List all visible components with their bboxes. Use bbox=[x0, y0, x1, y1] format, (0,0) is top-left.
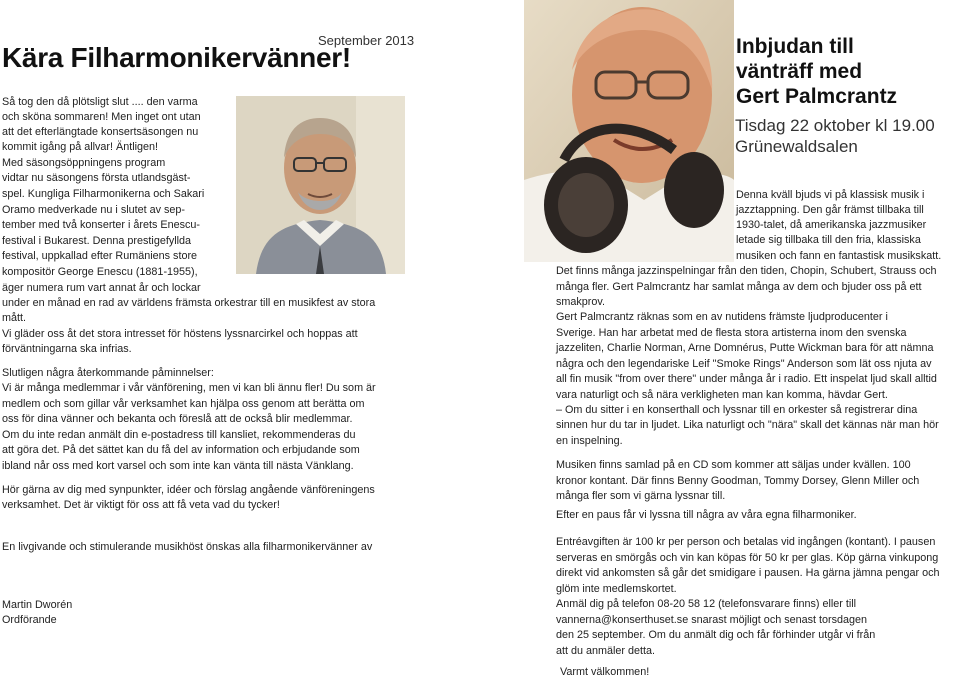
invitation-title-line-1: Inbjudan till bbox=[736, 35, 854, 58]
letter-line: medlem och som gillar vår verksamhet kan hjälpa oss genom att berätta om bbox=[2, 398, 365, 410]
letter-line: mått. bbox=[2, 312, 26, 324]
letter-line: festival i Bukarest. Denna prestigefyllda bbox=[2, 235, 192, 247]
event-venue: Grünewaldsalen bbox=[735, 137, 858, 156]
invitation-line: jazzeliten, Charlie Norman, Arne Domnérus, Putte Wickman bara för att nämna bbox=[556, 342, 934, 354]
invitation-line: serveras en smörgås och vin kan köpas för 50 kr per glas. Köp gärna vinkupong bbox=[556, 552, 939, 564]
invitation-line: glöm inte medlemskortet. bbox=[556, 583, 677, 595]
letter-line: Hör gärna av dig med synpunkter, idéer och förslag angående vänföreningens bbox=[2, 484, 375, 496]
letter-line: tember med två konserter i årets Enescu- bbox=[2, 219, 201, 231]
letter-line: Vi gläder oss åt det stora intresset för höstens lyssnarcirkel och hoppas att bbox=[2, 328, 358, 340]
letter-line: under en månad en rad av världens främsta orkestrar till en musikfest av stora bbox=[2, 297, 376, 309]
letter-line: Om du inte redan anmält din e-postadress till kansliet, rekommenderas du bbox=[2, 429, 356, 441]
letter-line: att det efterlängtade konsertsäsongen nu bbox=[2, 126, 199, 138]
invitation-title bbox=[736, 34, 897, 109]
invitation-line: vara naturligt och så nära verkligheten man kan komma, hävdar Gert. bbox=[556, 389, 888, 401]
invitation-line: vannerna@konserthuset.se snarast möjligt och senast torsdagen bbox=[556, 614, 868, 626]
invitation-line: Gert Palmcrantz räknas som en av nutidens främste ljudproducenter i bbox=[556, 311, 888, 323]
letter-line: Med säsongsöppningens program bbox=[2, 157, 166, 169]
letter-line: kommit igång på allvar! Äntligen! bbox=[2, 141, 159, 153]
invitation-line: Musiken finns samlad på en CD som kommer att säljas under kvällen. 100 bbox=[556, 459, 911, 471]
chairman-portrait-image bbox=[236, 96, 405, 274]
letter-line: och sköna sommaren! Men inget ont utan bbox=[2, 111, 201, 123]
letter-line: festival, uppkallad efter Rumäniens store bbox=[2, 250, 198, 262]
letter-line: Vi är många medlemmar i vår vänförening, men vi kan bli ännu fler! Du som är bbox=[2, 382, 376, 394]
invitation-title-line-2: vänträff med bbox=[736, 60, 863, 83]
letter-line: spel. Kungliga Filharmonikerna och Sakari bbox=[2, 188, 205, 200]
invitation-line: jazztappning. Den går främst tillbaka till bbox=[736, 204, 924, 216]
invitation-line: kronor kontant. Där finns Benny Goodman, Tommy Dorsey, Glenn Miller och bbox=[556, 475, 920, 487]
letter-line: Oramo medverkade nu i slutet av sep- bbox=[2, 204, 186, 216]
page-title: Kära Filharmonikervänner! bbox=[2, 42, 351, 73]
chairman-photo bbox=[236, 96, 405, 274]
invitation-title-line-3: Gert Palmcrantz bbox=[736, 85, 898, 108]
invitation-line: Varmt välkommen! bbox=[560, 666, 650, 678]
invitation-line: musiken och fann en fantastisk musikskatt. bbox=[736, 250, 942, 262]
invitation-line: 1930-talet, då amerikanska jazzmusiker bbox=[736, 219, 927, 231]
invitation-line: sinnen hur du tar in ljudet. Lika naturligt och "nära" skall det kännas när man hör bbox=[556, 419, 939, 431]
event-date: Tisdag 22 oktober kl 19.00 bbox=[735, 116, 935, 135]
invitation-line: Anmäl dig på telefon 08-20 58 12 (telefonsvarare finns) eller till bbox=[556, 598, 857, 610]
letter-line: oss för dina vänner och bekanta och föreslå att de också blir medlemmar. bbox=[2, 413, 353, 425]
letter-line: äger numera rum vart annat år och lockar bbox=[2, 282, 201, 294]
invitation-line: Efter en paus får vi lyssna till några av våra egna filharmoniker. bbox=[556, 509, 857, 521]
letter-line: Martin Dworén bbox=[2, 599, 73, 611]
letter-line: ibland når oss med kort varsel och som inte kan vänta till nästa Vänklang. bbox=[2, 460, 354, 472]
invitation-line: att du anmäler detta. bbox=[556, 645, 656, 657]
letter-line: förväntningarna ska infrias. bbox=[2, 343, 132, 355]
invitation-line: Det finns många jazzinspelningar från den tiden, Chopin, Schubert, Strauss och bbox=[556, 265, 937, 277]
invitation-line: Sverige. Han har arbetat med de flesta stora artisterna inom den svenska bbox=[556, 327, 907, 339]
invitation-line: direkt vid ankomsten så går det smidigare i pausen. Ha gärna jämna pengar och bbox=[556, 567, 940, 579]
invitation-line: letade sig tillbaka till den fria, klassiska bbox=[736, 234, 921, 246]
invitation-line: en inspelning. bbox=[556, 435, 623, 447]
invitation-line: smakprov. bbox=[556, 296, 605, 308]
invitation-line: den 25 september. Om du anmält dig och får förhinder utgår vi från bbox=[556, 629, 876, 641]
invitation-line: all fin musik "from over there" under många år i radio. Ett inspelat ljud skall alltid bbox=[556, 373, 937, 385]
guest-portrait-image bbox=[524, 0, 734, 262]
letter-line: Så tog den då plötsligt slut .... den varma bbox=[2, 96, 198, 108]
invitation-line: Entréavgiften är 100 kr per person och betalas vid ingången (kontant). I pausen bbox=[556, 536, 936, 548]
invitation-line: – Om du sitter i en konserthall och lyssnar till en orkester så registrerar dina bbox=[556, 404, 918, 416]
letter-line: Slutligen några återkommande påminnelser: bbox=[2, 367, 214, 379]
invitation-line: många fler som vi gärna lyssnar till. bbox=[556, 490, 726, 502]
letter-line: verksamhet. Det är viktigt för oss att få veta vad du tycker! bbox=[2, 499, 280, 511]
invitation-line: några och den legendariske Leif "Smoke Rings" Anderson som lät oss njuta av bbox=[556, 358, 932, 370]
letter-line: kompositör George Enescu (1881-1955), bbox=[2, 266, 198, 278]
invitation-line: Denna kväll bjuds vi på klassisk musik i bbox=[736, 189, 925, 201]
letter-line: En livgivande och stimulerande musikhöst önskas alla filharmonikervänner av bbox=[2, 541, 373, 553]
letter-line: att göra det. På det sättet kan du få del av information och erbjudande som bbox=[2, 444, 360, 456]
letter-line: Ordförande bbox=[2, 614, 57, 626]
invitation-line: många fler. Gert Palmcrantz har samlat många av dem och bjuder oss på ett bbox=[556, 281, 922, 293]
letter-line: vidtar nu säsongens första utlandsgäst- bbox=[2, 172, 191, 184]
issue-date: September 2013 bbox=[318, 33, 415, 48]
gert-palmcrantz-photo bbox=[524, 0, 734, 262]
